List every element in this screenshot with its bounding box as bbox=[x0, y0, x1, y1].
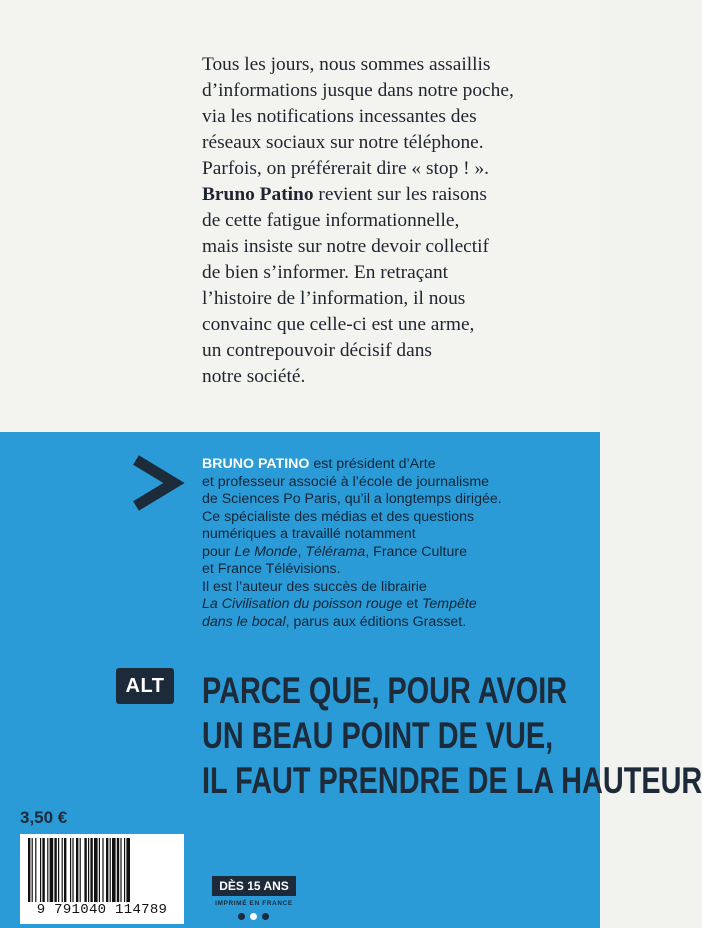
three-dots-icon bbox=[236, 912, 272, 922]
price-label: 3,50 € bbox=[20, 808, 68, 827]
summary-line: Tous les jours, nous sommes assaillis bbox=[202, 54, 491, 75]
bio-line: pour Le Monde, Télérama, France Culture bbox=[202, 543, 467, 560]
barcode bbox=[20, 834, 184, 924]
bio-line: et professeur associé à l’école de journalisme bbox=[202, 473, 490, 490]
summary-line: un contrepouvoir décisif dans bbox=[202, 340, 432, 361]
summary-line: Parfois, on préférerait dire « stop ! ». bbox=[202, 158, 489, 179]
bio-line: et France Télévisions. bbox=[202, 561, 341, 577]
bio-line: de Sciences Po Paris, qu’il a longtemps dirigée. bbox=[202, 491, 502, 507]
book-summary bbox=[202, 52, 582, 390]
bio-line: Il est l’auteur des succès de librairie bbox=[202, 578, 427, 595]
barcode-bars bbox=[26, 838, 178, 902]
summary-line: notre société. bbox=[202, 366, 306, 387]
summary-line: d’informations jusque dans notre poche, bbox=[202, 80, 514, 101]
summary-line: Bruno Patino revient sur les raisons bbox=[202, 184, 487, 205]
summary-line: convainc que celle-ci est une arme, bbox=[202, 314, 475, 335]
summary-line: l’histoire de l’information, il nous bbox=[202, 288, 466, 309]
slogan-line: PARCE QUE, POUR AVOIR bbox=[202, 670, 568, 711]
summary-line: via les notifications incessantes des bbox=[202, 106, 477, 127]
bio-line: numériques a travaillé notamment bbox=[202, 526, 416, 542]
summary-line: de bien s’informer. En retraçant bbox=[202, 262, 449, 283]
collection-slogan bbox=[202, 668, 702, 803]
printed-in-label: IMPRIMÉ EN FRANCE bbox=[215, 900, 293, 907]
collection-badge: ALT bbox=[116, 668, 174, 704]
author-name: Bruno Patino bbox=[202, 184, 314, 205]
bio-line: dans le bocal, parus aux éditions Grasset. bbox=[202, 613, 467, 630]
bio-line: La Civilisation du poisson rouge et Tempête bbox=[202, 596, 477, 612]
author-bio bbox=[202, 456, 592, 631]
bio-line: BRUNO PATINO est président d’Arte bbox=[202, 456, 436, 472]
chevron-right-icon bbox=[126, 452, 188, 514]
summary-line: de cette fatigue informationnelle, bbox=[202, 210, 460, 231]
age-rating-badge: DÈS 15 ANS bbox=[212, 876, 296, 896]
bio-line: Ce spécialiste des médias et des questions bbox=[202, 508, 475, 525]
summary-line: réseaux sociaux sur notre téléphone. bbox=[202, 132, 484, 153]
slogan-line: IL FAUT PRENDRE DE LA HAUTEUR bbox=[202, 760, 702, 801]
slogan-line: UN BEAU POINT DE VUE, bbox=[202, 715, 554, 756]
isbn-number: 9 791040 114789 bbox=[36, 902, 168, 918]
bio-author-name: BRUNO PATINO bbox=[202, 456, 310, 472]
summary-line: mais insiste sur notre devoir collectif bbox=[202, 236, 490, 257]
